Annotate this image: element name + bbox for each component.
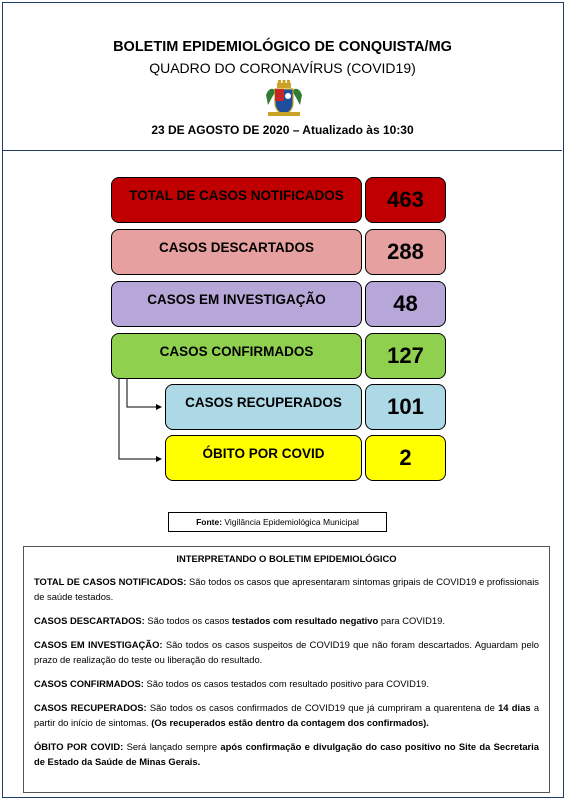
bulletin-date: 23 DE AGOSTO DE 2020 – Atualizado às 10:30 bbox=[151, 123, 414, 137]
municipal-crest-icon bbox=[262, 79, 306, 119]
bulletin-page bbox=[2, 2, 564, 798]
legend-emphasis: (Os recuperados estão dentro da contagem dos confirmados). bbox=[151, 717, 429, 728]
legend-emphasis: 14 dias bbox=[498, 702, 531, 713]
total-notified-value: 463 bbox=[387, 187, 424, 212]
legend-emphasis: após confirmação e divulgação do caso positivo no Site da Secretaria de Estado da Saúde de Minas Gerais. bbox=[34, 741, 539, 767]
investigation-value: 48 bbox=[393, 291, 418, 316]
recovered-label: CASOS RECUPERADOS bbox=[185, 394, 342, 410]
connector-arrows bbox=[113, 379, 173, 469]
investigation-label: CASOS EM INVESTIGAÇÃO bbox=[147, 291, 326, 307]
confirmed-label-box bbox=[111, 333, 362, 379]
legend-text: São todos os casos confirmados de COVID19 que já cumpriram a quarentena de bbox=[149, 702, 495, 713]
legend-item-discarded bbox=[34, 613, 539, 628]
total-notified-value-box bbox=[365, 177, 446, 223]
deaths-value: 2 bbox=[399, 445, 412, 470]
discarded-value: 288 bbox=[387, 239, 424, 264]
confirmed-value-box bbox=[365, 333, 446, 379]
interpretation-legend bbox=[23, 546, 550, 793]
bulletin-title: BOLETIM EPIDEMIOLÓGICO DE CONQUISTA/MG bbox=[113, 39, 452, 55]
legend-text: São todos os casos que apresentaram sintomas gripais de COVID19 e profissionais de saúde testados. bbox=[34, 576, 539, 602]
legend-text: São todos os casos suspeitos de COVID19 que não foram descartados. Aguardam pelo prazo de realização do teste ou liberação do resultado. bbox=[34, 639, 540, 665]
deaths-label: ÓBITO POR COVID bbox=[202, 445, 325, 461]
discarded-label-box bbox=[111, 229, 362, 275]
source-label: Fonte: bbox=[196, 517, 223, 527]
legend-heading: INTERPRETANDO O BOLETIM EPIDEMIOLÓGICO bbox=[176, 553, 397, 564]
legend-text: para COVID19. bbox=[380, 615, 445, 626]
legend-term: TOTAL DE CASOS NOTIFICADOS: bbox=[34, 576, 187, 587]
recovered-value-box bbox=[365, 384, 446, 430]
legend-text: a partir do início de sintomas. bbox=[34, 702, 540, 728]
legend-term: CASOS RECUPERADOS: bbox=[34, 702, 147, 713]
deaths-value-box bbox=[365, 435, 446, 481]
source-text: Vigilância Epidemiológica Municipal bbox=[224, 517, 359, 527]
confirmed-label: CASOS CONFIRMADOS bbox=[159, 343, 314, 359]
legend-term: CASOS CONFIRMADOS: bbox=[34, 678, 144, 689]
discarded-value-box bbox=[365, 229, 446, 275]
recovered-label-box bbox=[165, 384, 362, 430]
legend-text: São todos os casos bbox=[147, 615, 230, 626]
legend-term: CASOS DESCARTADOS: bbox=[34, 615, 145, 626]
legend-item-investigation bbox=[34, 637, 539, 667]
investigation-label-box bbox=[111, 281, 362, 327]
bulletin-subtitle: QUADRO DO CORONAVÍRUS (COVID19) bbox=[149, 60, 416, 76]
discarded-label: CASOS DESCARTADOS bbox=[158, 239, 314, 255]
legend-item-deaths bbox=[34, 739, 539, 769]
source-note bbox=[168, 512, 387, 532]
legend-term: ÓBITO POR COVID: bbox=[34, 741, 124, 752]
recovered-value: 101 bbox=[387, 394, 424, 419]
deaths-label-box bbox=[165, 435, 362, 481]
total-notified-label-box bbox=[111, 177, 362, 223]
legend-text: São todos os casos testados com resultado positivo para COVID19. bbox=[146, 678, 429, 689]
confirmed-value: 127 bbox=[387, 343, 424, 368]
legend-term: CASOS EM INVESTIGAÇÃO: bbox=[34, 639, 163, 650]
legend-text: Será lançado sempre bbox=[126, 741, 218, 752]
total-notified-label: TOTAL DE CASOS NOTIFICADOS bbox=[129, 187, 344, 203]
legend-item-notified bbox=[34, 574, 539, 604]
investigation-value-box bbox=[365, 281, 446, 327]
legend-emphasis: testados com resultado negativo bbox=[231, 615, 379, 626]
legend-item-recovered bbox=[34, 700, 539, 730]
bulletin-header bbox=[3, 3, 562, 151]
legend-item-confirmed bbox=[34, 676, 539, 691]
